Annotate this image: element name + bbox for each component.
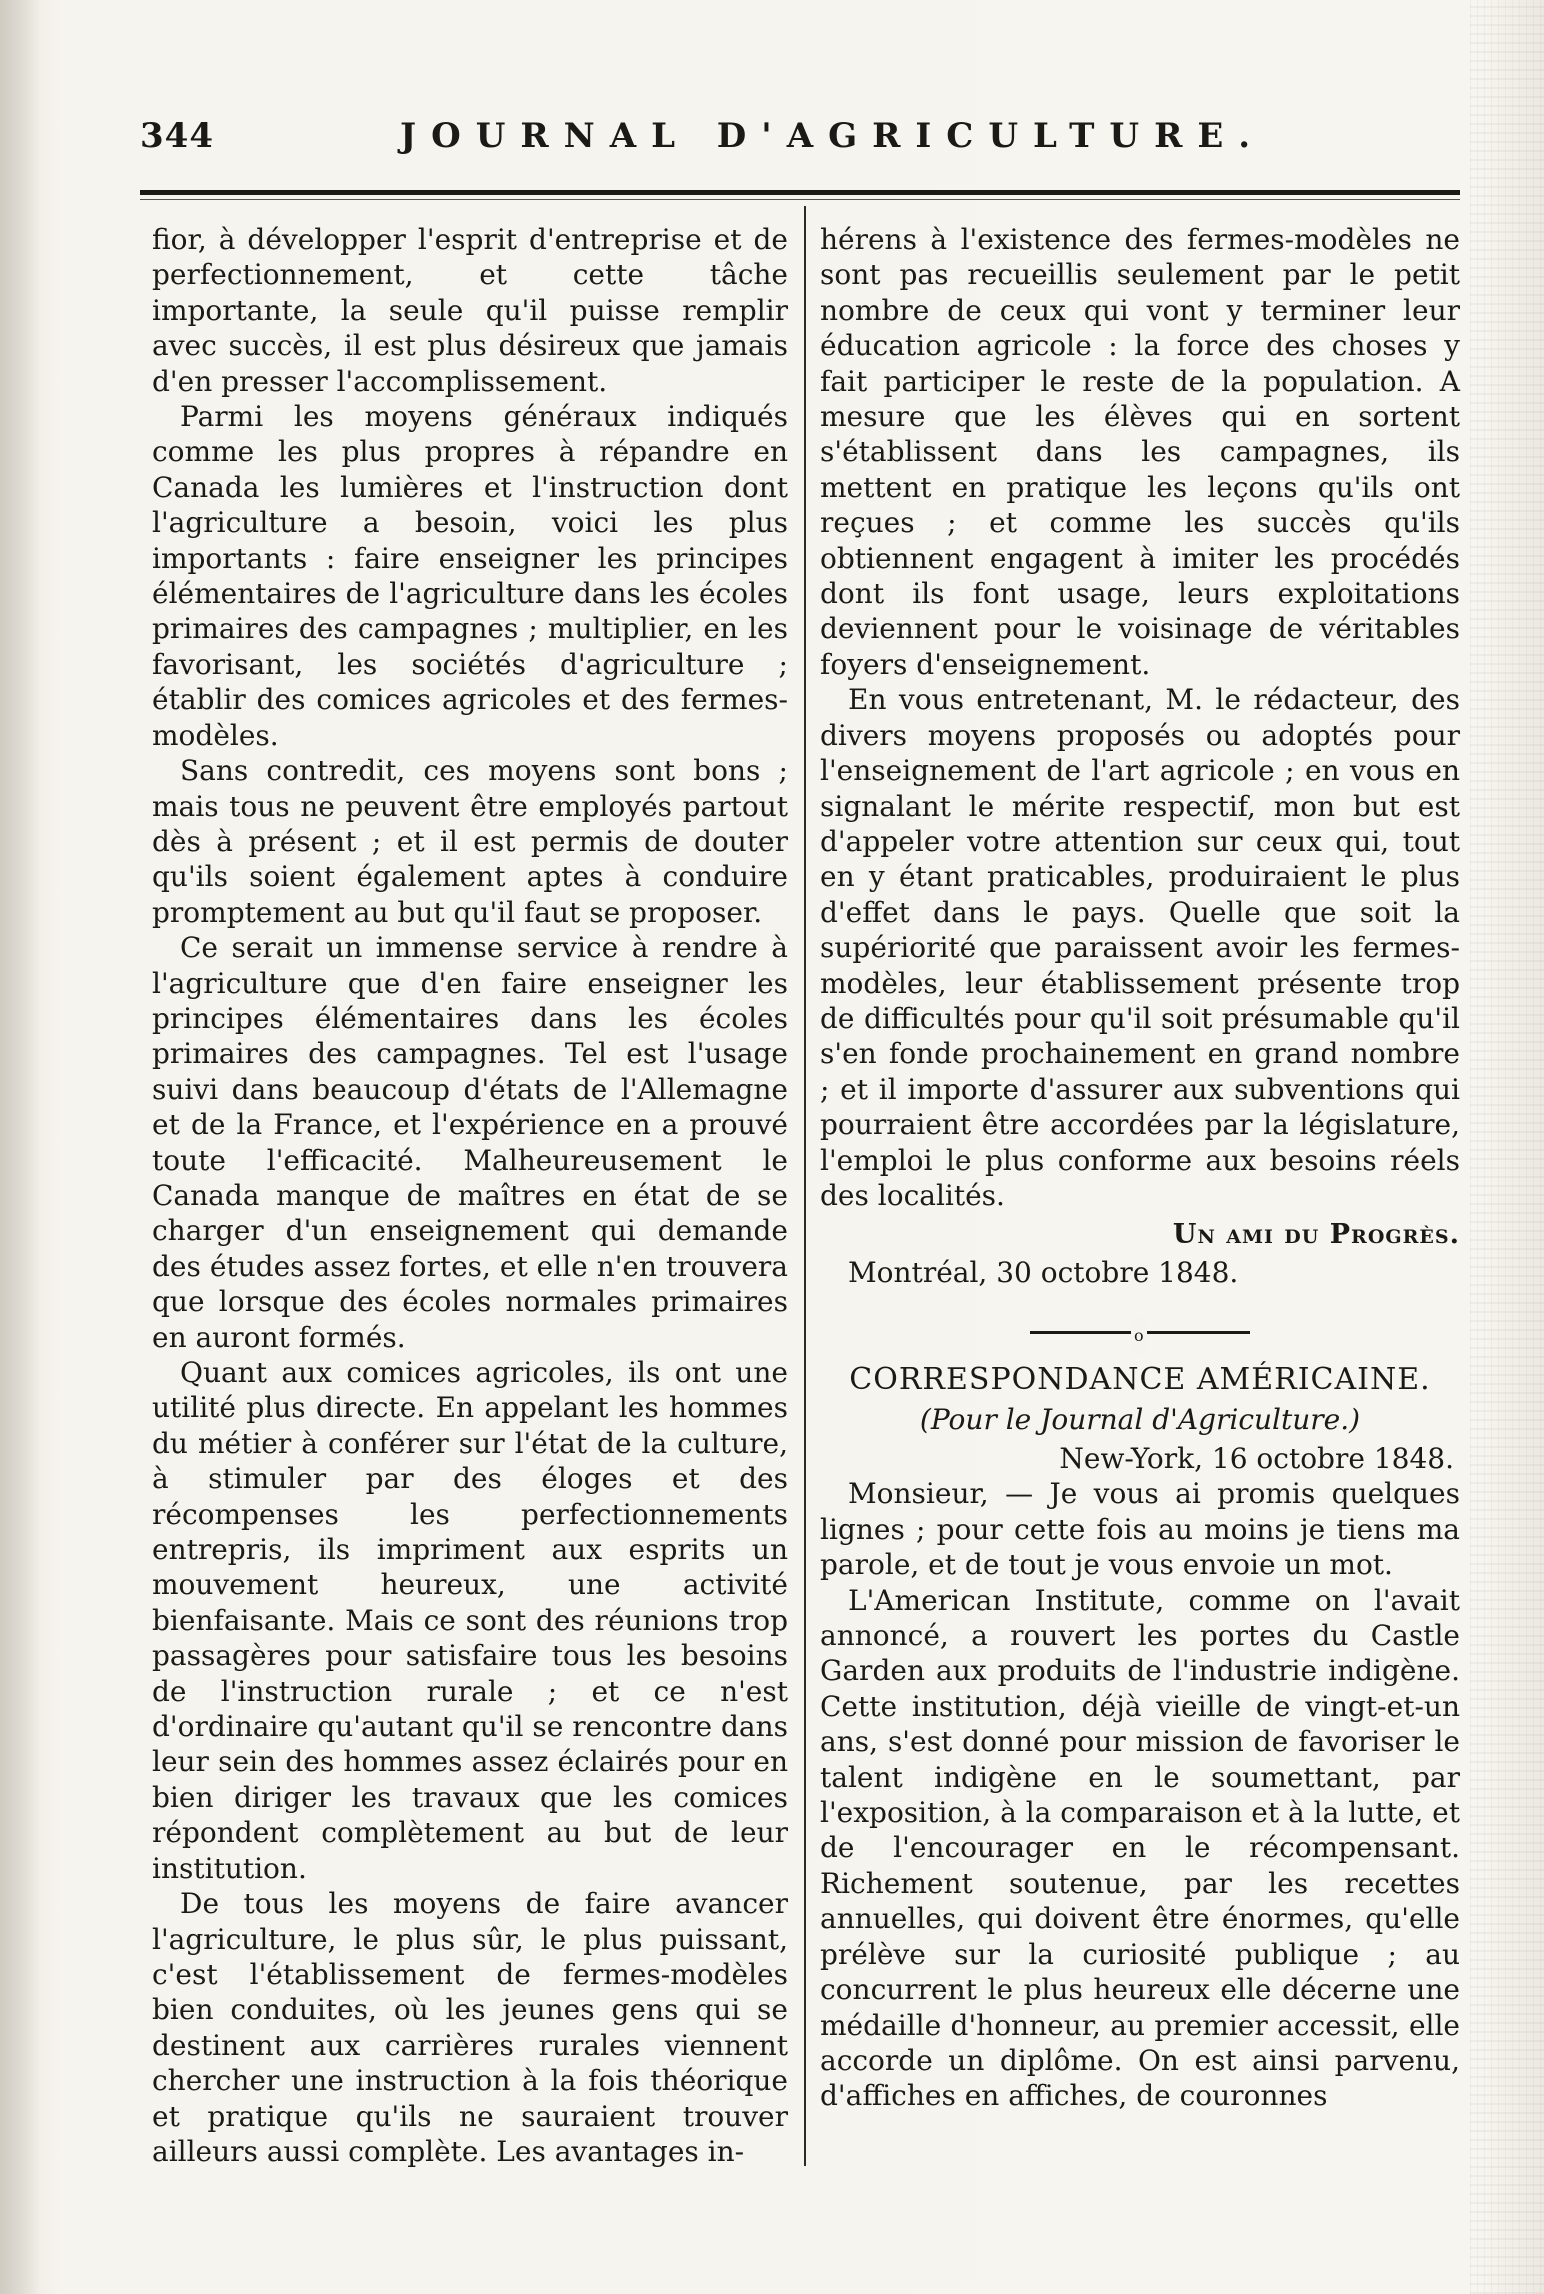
section-heading: CORRESPONDANCE AMÉRICAINE. — [849, 1362, 1431, 1398]
signature: Un ami du Progrès. — [1172, 1219, 1460, 1251]
paragraph: Ce serait un immense service à rendre à l'agriculture que d'en faire enseigner les principes élémentaires dans les écoles primaires des campagnes. Tel est l'usage suivi dans beaucoup d'états de l'Allemagne et de la France, et l'expérience en a prouvé toute l'efficacité. Malheureusement le Canada manque de maîtres en état de se charger d'un enseignement qui demande des études assez fortes, et elle n'en trouvera que lorsque des écoles normales primaires en auront formés. — [152, 931, 788, 1354]
paragraph: hérens à l'existence des fermes-modèles ne sont pas recueillis seulement par le petit nombre de ceux qui vont y terminer leur éducation agricole : la force des choses y fait participer le reste de la population. A mesure que les élèves qui en sortent s'établissent dans les campagnes, ils mettent en pratique les leçons qu'ils ont reçues ; et comme les succès qu'ils obtiennent engagent à imiter les procédés dont ils font usage, leurs exploitations deviennent pour le voisinage de véritables foyers d'enseignement. — [820, 223, 1460, 681]
paragraph: Quant aux comices agricoles, ils ont une utilité plus directe. En appelant les hommes du métier à conférer sur l'état de la culture, à stimuler par des éloges et des récompenses les perfectionnements entrepris, ils impriment aux esprits un mouvement heureux, une activité bienfaisante. Mais ce sont des réunions trop passagères pour satisfaire tous les besoins de l'instruction rurale ; et ce n'est d'ordinaire qu'autant qu'il se rencontre dans leur sein des hommes assez éclairés pour en bien diriger les travaux que les comices répondent complètement au but de leur institution. — [152, 1356, 788, 1885]
right-column — [820, 222, 1460, 2114]
header-rule — [140, 190, 1460, 195]
header-rule-thin — [140, 199, 1460, 200]
paragraph: De tous les moyens de faire avancer l'agriculture, le plus sûr, le plus puissant, c'est l'établissement de fermes-modèles bien conduites, où les jeunes gens qui se destinent aux carrières rurales viennent chercher une instruction à la fois théorique et pratique qu'ils ne sauraient trouver ailleurs aussi complète. Les avantages in- — [152, 1887, 788, 2168]
page-header — [140, 108, 1460, 168]
column-rule — [804, 206, 806, 2166]
paragraph: En vous entretenant, M. le rédacteur, des divers moyens proposés ou adoptés pour l'enseignement de l'art agricole ; en vous en signalant le mérite respectif, mon but est d'appeler votre attention sur ceux qui, tout en y étant praticables, produiraient le plus d'effet dans le pays. Quelle que soit la supériorité que paraissent avoir les fermes-modèles, leur établissement présente trop de difficultés pour qu'il soit présumable qu'il s'en fonde prochainement en grand nombre ; et il importe d'assurer aux subventions qui pourraient être accordées par la législature, l'emploi le plus conforme aux besoins réels des localités. — [820, 683, 1460, 1212]
paragraph: fior, à développer l'esprit d'entreprise et de perfectionnement, et cette tâche importante, la seule qu'il puisse remplir avec succès, il est plus désireux que jamais d'en presser l'accomplissement. — [152, 223, 788, 398]
paragraph: L'American Institute, comme on l'avait annoncé, a rouvert les portes du Castle Garden aux produits de l'industrie indigène. Cette institution, déjà vieille de vingt-et-un ans, s'est donné pour mission de favoriser le talent indigène en le soumettant, par l'exposition, à la comparaison et à la lutte, et de l'encourager en le récompensant. Richement soutenue, par les recettes annuelles, qui doivent être énormes, qu'elle prélève sur la curiosité publique ; au concurrent le plus heureux elle décerne une médaille d'honneur, au premier accessit, elle accorde un diplôme. On est ainsi parvenu, d'affiches en affiches, de couronnes — [820, 1583, 1460, 2113]
dateline: Montréal, 30 octobre 1848. — [848, 1255, 1239, 1289]
section-subheading: (Pour le Journal d'Agriculture.) — [919, 1402, 1361, 1436]
print-speckle — [1470, 0, 1544, 2294]
running-title: JOURNAL D'AGRICULTURE. — [400, 116, 1266, 156]
paragraph: Sans contredit, ces moyens sont bons ; mais tous ne peuvent être employés partout dès à présent ; et il est permis de douter qu'ils soient également aptes à conduire promptement au but qu'il faut se proposer. — [152, 754, 788, 929]
left-column — [152, 222, 788, 2169]
paragraph: Parmi les moyens généraux indiqués comme les plus propres à répandre en Canada les lumières et l'instruction dont l'agriculture a besoin, voici les plus importants : faire enseigner les principes élémentaires de l'agriculture dans les écoles primaires des campagnes ; multiplier, en les favorisant, les sociétés d'agriculture ; établir des comices agricoles et des fermes-modèles. — [152, 400, 788, 752]
paragraph: Monsieur, — Je vous ai promis quelques lignes ; pour cette fois au moins je tiens ma parole, et de tout je vous envoie un mot. — [820, 1477, 1460, 1582]
letter-dateline: New-York, 16 octobre 1848. — [1059, 1442, 1454, 1475]
divider-mark: o — [1131, 1318, 1147, 1353]
binding-shadow — [0, 0, 40, 2294]
section-divider — [1030, 1322, 1250, 1346]
page-number: 344 — [140, 116, 214, 156]
